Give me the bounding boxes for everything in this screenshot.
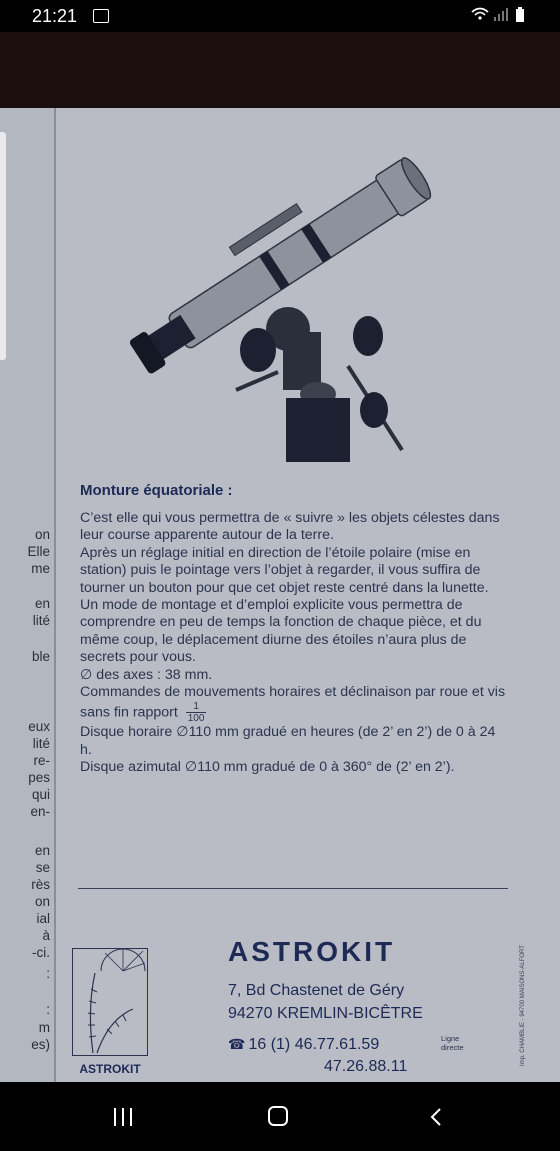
ratio-numerator: 1: [186, 701, 207, 713]
left-text-fragment: à: [42, 928, 50, 943]
home-icon[interactable]: [268, 1106, 288, 1126]
left-text-fragment: ble: [31, 649, 50, 664]
wifi-signal-battery-icon: [470, 6, 530, 24]
left-text-fragment: eux: [28, 719, 50, 734]
back-icon[interactable]: [426, 1106, 448, 1128]
left-text-fragment: ial: [36, 911, 50, 926]
paragraph: ∅ des axes : 38 mm.: [80, 666, 213, 683]
left-text-fragment: Elle: [27, 544, 50, 559]
paragraph: Après un réglage initial en direction de l’étoile polaire (mise en station) puis le pointage vers l’objet à regarder, il vous suffira de tourner un bouton pour que cet objet reste centré dans la lunette.: [80, 544, 489, 596]
left-text-fragment: rès: [31, 877, 50, 892]
scanned-brochure-page[interactable]: [0, 108, 560, 1082]
direct-line-label-2: directe: [441, 1043, 464, 1052]
telephone-icon: ☎: [228, 1036, 246, 1052]
paragraph: Un mode de montage et d’emploi explicite vous permettra de comprendre en peu de temps la fonction de chaque pièce, et du même coup, le déplacement diurne des étoiles n’aura plus de secrets pour vous.: [80, 597, 482, 666]
direct-line-label-1: Ligne: [441, 1034, 460, 1043]
paragraph: C’est elle qui vous permettra de « suivre » les objets célestes dans leur course apparente autour de la terre.: [80, 510, 500, 544]
edge-panel-handle[interactable]: [0, 132, 6, 360]
article-body: [80, 510, 508, 777]
image-viewer-header: [0, 32, 560, 108]
ratio-fraction: [186, 701, 207, 724]
left-text-fragment: me: [31, 561, 50, 576]
phone-number-1: 16 (1) 46.77.61.59: [248, 1036, 380, 1053]
recent-apps-icon[interactable]: [112, 1108, 134, 1126]
status-icons: [470, 6, 530, 28]
phone-line-1: [228, 1036, 379, 1054]
left-text-fragment: pes: [28, 770, 50, 785]
paragraph-commands: [80, 684, 508, 724]
paragraph: Disque horaire ∅110 mm gradué en heures (de 2’ en 2’) de 0 à 24 h.: [80, 724, 496, 758]
left-text-fragment: :: [46, 1002, 50, 1017]
left-text-fragment: es): [31, 1037, 50, 1052]
left-text-fragment: en: [34, 596, 50, 611]
printer-imprint: Imp. CHAMBLIE - 94700 MAISONS-ALFORT: [520, 945, 526, 1066]
left-text-fragment: on: [34, 894, 50, 909]
left-page-fragment: [0, 108, 56, 1082]
logo-label: ASTROKIT: [79, 1062, 141, 1076]
left-text-fragment: en-: [30, 804, 50, 819]
direct-line-label: [441, 1034, 464, 1052]
astrokit-logo-icon: [72, 948, 148, 1056]
address-line-2: 94270 KREMLIN-BICÊTRE: [228, 1005, 423, 1022]
commands-text: Commandes de mouvements horaires et déclinaison par roue et vis sans fin rapport: [80, 684, 506, 721]
section-title: Monture équatoriale :: [80, 482, 233, 499]
brand-name: ASTROKIT: [228, 936, 396, 967]
status-time: 21:21: [32, 6, 78, 26]
left-text-fragment: -ci.: [32, 945, 50, 960]
left-text-fragment: lité: [32, 736, 50, 751]
gallery-notification-icon: [93, 9, 109, 23]
telescope-illustration: [118, 114, 458, 466]
divider: [78, 888, 508, 889]
paragraph: Disque azimutal ∅110 mm gradué de 0 à 360° de (2’ en 2’).: [80, 759, 455, 776]
left-text-fragment: m: [38, 1020, 50, 1035]
phone-number-2: 47.26.88.11: [324, 1058, 408, 1075]
ratio-denominator: 100: [187, 713, 205, 725]
left-text-fragment: lité: [32, 613, 50, 628]
left-text-fragment: se: [35, 860, 50, 875]
address-line-1: 7, Bd Chastenet de Géry: [228, 982, 405, 999]
left-text-fragment: :: [46, 966, 50, 981]
left-text-fragment: qui: [31, 787, 50, 802]
navigation-bar: [0, 1082, 560, 1151]
left-text-fragment: re-: [33, 753, 50, 768]
status-bar: [0, 0, 560, 32]
left-text-fragment: on: [34, 527, 50, 542]
left-text-fragment: en: [34, 843, 50, 858]
